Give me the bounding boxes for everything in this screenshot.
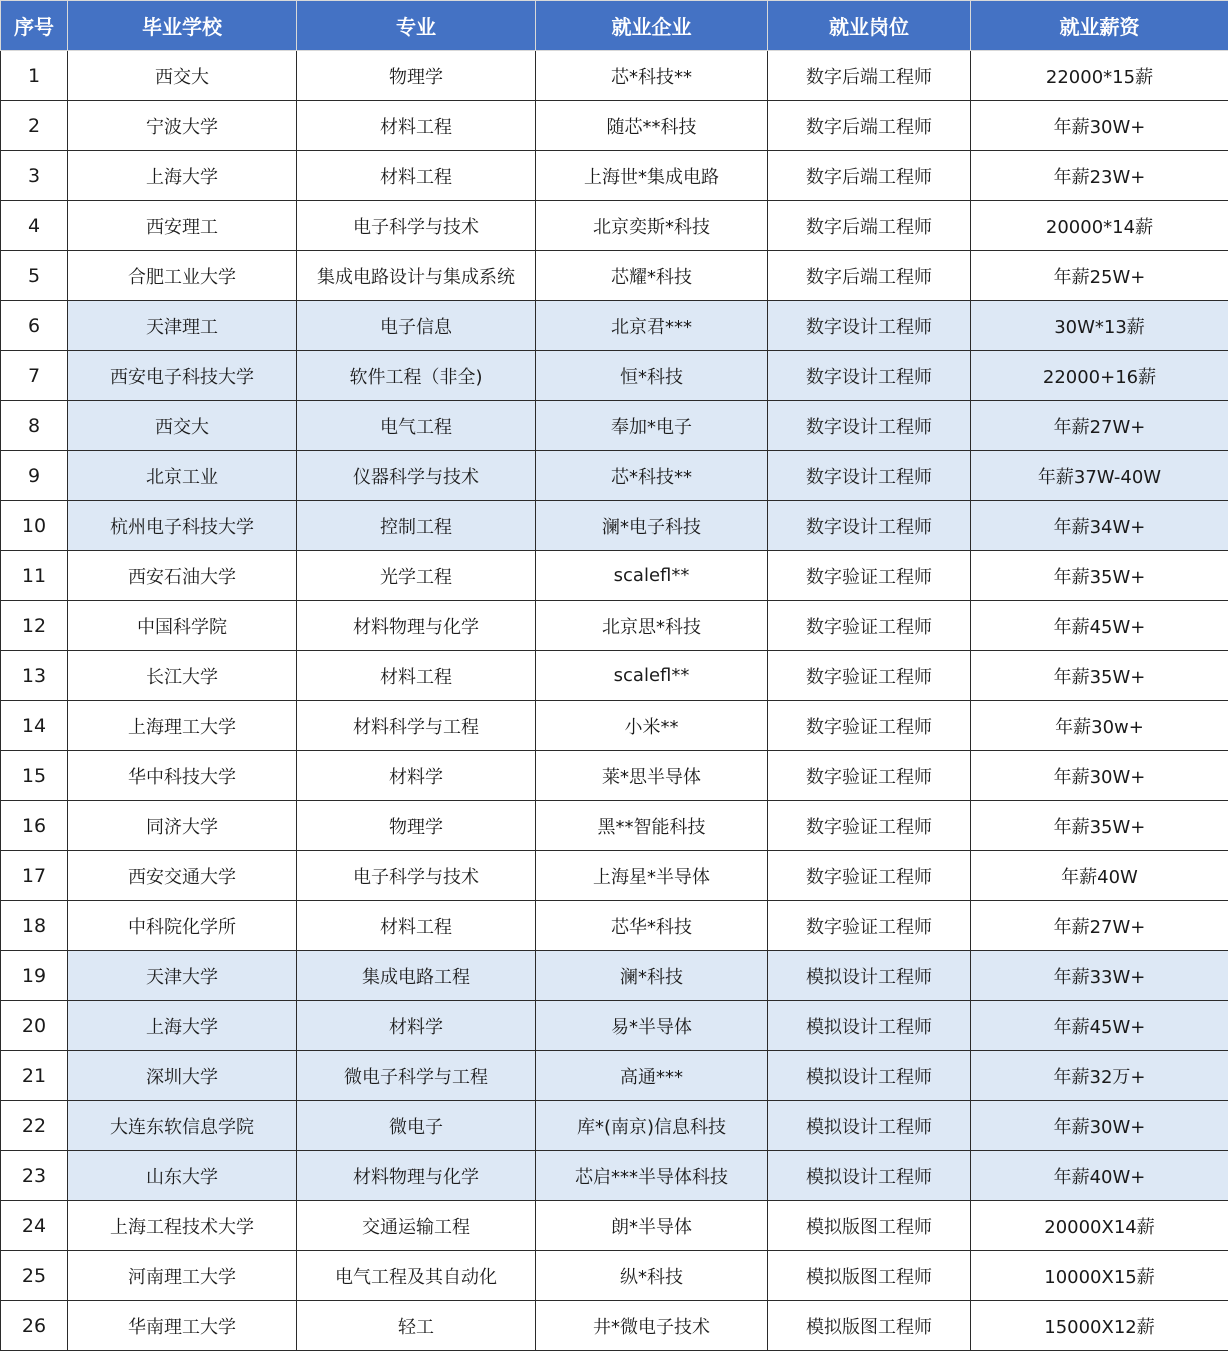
cell-position: 数字验证工程师 [768,851,971,901]
cell-major: 软件工程（非全) [297,351,536,401]
cell-position: 数字验证工程师 [768,601,971,651]
cell-major: 材料物理与化学 [297,1151,536,1201]
cell-position: 模拟设计工程师 [768,1051,971,1101]
cell-salary: 年薪30w+ [971,701,1228,751]
cell-position: 数字后端工程师 [768,251,971,301]
cell-school: 中科院化学所 [68,901,297,951]
cell-company: 上海星*半导体 [536,851,768,901]
cell-index: 24 [1,1201,68,1251]
cell-position: 模拟设计工程师 [768,951,971,1001]
cell-company: 井*微电子技术 [536,1301,768,1351]
cell-index: 14 [1,701,68,751]
cell-company: 黑**智能科技 [536,801,768,851]
cell-company: scalefl** [536,551,768,601]
header-major: 专业 [297,1,536,51]
table-row [1,601,1228,651]
cell-school: 北京工业 [68,451,297,501]
cell-position: 模拟版图工程师 [768,1301,971,1351]
table-row [1,401,1228,451]
cell-company: 恒*科技 [536,351,768,401]
cell-major: 物理学 [297,51,536,101]
cell-index: 15 [1,751,68,801]
cell-index: 22 [1,1101,68,1151]
cell-school: 上海工程技术大学 [68,1201,297,1251]
cell-major: 交通运输工程 [297,1201,536,1251]
cell-index: 8 [1,401,68,451]
header-school: 毕业学校 [68,1,297,51]
cell-salary: 年薪35W+ [971,801,1228,851]
table-row [1,351,1228,401]
header-position: 就业岗位 [768,1,971,51]
cell-index: 4 [1,201,68,251]
header-index: 序号 [1,1,68,51]
cell-company: 纵*科技 [536,1251,768,1301]
cell-position: 模拟设计工程师 [768,1151,971,1201]
cell-salary: 20000*14薪 [971,201,1228,251]
table-row [1,951,1228,1001]
cell-salary: 30W*13薪 [971,301,1228,351]
cell-major: 材料物理与化学 [297,601,536,651]
table-row [1,1301,1228,1351]
table-body [1,51,1228,1351]
cell-index: 17 [1,851,68,901]
cell-company: 芯*科技** [536,51,768,101]
table-row [1,1001,1228,1051]
cell-index: 12 [1,601,68,651]
table-row [1,551,1228,601]
cell-company: 随芯**科技 [536,101,768,151]
cell-school: 上海理工大学 [68,701,297,751]
cell-company: 上海世*集成电路 [536,151,768,201]
cell-school: 同济大学 [68,801,297,851]
cell-salary: 年薪45W+ [971,1001,1228,1051]
table-row [1,451,1228,501]
cell-school: 合肥工业大学 [68,251,297,301]
cell-major: 电子信息 [297,301,536,351]
cell-salary: 22000*15薪 [971,51,1228,101]
cell-company: 芯耀*科技 [536,251,768,301]
cell-major: 材料学 [297,751,536,801]
cell-company: 芯启***半导体科技 [536,1151,768,1201]
cell-salary: 年薪30W+ [971,1101,1228,1151]
cell-position: 数字验证工程师 [768,801,971,851]
cell-position: 数字验证工程师 [768,751,971,801]
cell-index: 9 [1,451,68,501]
cell-major: 光学工程 [297,551,536,601]
table-row [1,651,1228,701]
cell-school: 宁波大学 [68,101,297,151]
cell-salary: 年薪34W+ [971,501,1228,551]
cell-school: 大连东软信息学院 [68,1101,297,1151]
cell-company: 小米** [536,701,768,751]
cell-major: 材料工程 [297,101,536,151]
cell-school: 上海大学 [68,151,297,201]
cell-salary: 年薪35W+ [971,551,1228,601]
cell-major: 电气工程 [297,401,536,451]
cell-school: 华中科技大学 [68,751,297,801]
cell-school: 西安电子科技大学 [68,351,297,401]
table-row [1,501,1228,551]
table-row [1,301,1228,351]
cell-salary: 年薪23W+ [971,151,1228,201]
cell-major: 电子科学与技术 [297,201,536,251]
cell-school: 西交大 [68,51,297,101]
cell-salary: 15000X12薪 [971,1301,1228,1351]
cell-salary: 年薪25W+ [971,251,1228,301]
cell-major: 电气工程及其自动化 [297,1251,536,1301]
header-company: 就业企业 [536,1,768,51]
cell-index: 11 [1,551,68,601]
cell-major: 微电子科学与工程 [297,1051,536,1101]
cell-position: 数字后端工程师 [768,151,971,201]
header-row [1,1,1228,51]
cell-major: 轻工 [297,1301,536,1351]
cell-index: 13 [1,651,68,701]
table-row [1,51,1228,101]
cell-position: 数字后端工程师 [768,51,971,101]
cell-school: 长江大学 [68,651,297,701]
cell-school: 华南理工大学 [68,1301,297,1351]
cell-index: 7 [1,351,68,401]
cell-position: 模拟版图工程师 [768,1201,971,1251]
cell-company: 北京思*科技 [536,601,768,651]
table-row [1,751,1228,801]
cell-position: 数字验证工程师 [768,551,971,601]
cell-index: 26 [1,1301,68,1351]
cell-index: 16 [1,801,68,851]
cell-company: 北京奕斯*科技 [536,201,768,251]
cell-school: 深圳大学 [68,1051,297,1101]
cell-salary: 年薪40W [971,851,1228,901]
cell-index: 18 [1,901,68,951]
cell-salary: 年薪30W+ [971,751,1228,801]
cell-position: 模拟设计工程师 [768,1101,971,1151]
cell-major: 材料学 [297,1001,536,1051]
cell-position: 数字设计工程师 [768,501,971,551]
cell-company: 奉加*电子 [536,401,768,451]
table-row [1,701,1228,751]
cell-school: 杭州电子科技大学 [68,501,297,551]
cell-index: 6 [1,301,68,351]
table-row [1,1251,1228,1301]
cell-major: 控制工程 [297,501,536,551]
cell-index: 21 [1,1051,68,1101]
table-row [1,101,1228,151]
cell-position: 数字设计工程师 [768,451,971,501]
cell-school: 山东大学 [68,1151,297,1201]
cell-company: 芯*科技** [536,451,768,501]
cell-company: 芯华*科技 [536,901,768,951]
cell-company: 澜*电子科技 [536,501,768,551]
cell-major: 微电子 [297,1101,536,1151]
cell-position: 数字验证工程师 [768,701,971,751]
cell-index: 3 [1,151,68,201]
cell-company: 库*(南京)信息科技 [536,1101,768,1151]
table-row [1,151,1228,201]
cell-major: 材料工程 [297,151,536,201]
cell-company: 莱*思半导体 [536,751,768,801]
cell-major: 集成电路工程 [297,951,536,1001]
cell-salary: 年薪27W+ [971,901,1228,951]
cell-salary: 年薪40W+ [971,1151,1228,1201]
cell-position: 数字验证工程师 [768,651,971,701]
cell-major: 材料工程 [297,901,536,951]
cell-school: 天津大学 [68,951,297,1001]
cell-index: 10 [1,501,68,551]
cell-index: 2 [1,101,68,151]
cell-position: 数字设计工程师 [768,351,971,401]
cell-company: 澜*科技 [536,951,768,1001]
cell-company: 北京君*** [536,301,768,351]
cell-salary: 年薪45W+ [971,601,1228,651]
cell-salary: 年薪30W+ [971,101,1228,151]
header-salary: 就业薪资 [971,1,1228,51]
cell-salary: 20000X14薪 [971,1201,1228,1251]
cell-school: 上海大学 [68,1001,297,1051]
cell-company: scalefl** [536,651,768,701]
cell-position: 数字设计工程师 [768,401,971,451]
cell-salary: 年薪32万+ [971,1051,1228,1101]
cell-company: 易*半导体 [536,1001,768,1051]
cell-major: 电子科学与技术 [297,851,536,901]
cell-salary: 年薪27W+ [971,401,1228,451]
cell-major: 材料科学与工程 [297,701,536,751]
table-row [1,1201,1228,1251]
cell-position: 数字后端工程师 [768,201,971,251]
cell-position: 数字验证工程师 [768,901,971,951]
table-row [1,1101,1228,1151]
cell-school: 西安交通大学 [68,851,297,901]
cell-index: 1 [1,51,68,101]
cell-school: 天津理工 [68,301,297,351]
cell-company: 高通*** [536,1051,768,1101]
cell-index: 5 [1,251,68,301]
table-row [1,1151,1228,1201]
cell-school: 中国科学院 [68,601,297,651]
cell-major: 材料工程 [297,651,536,701]
cell-position: 数字后端工程师 [768,101,971,151]
table-row [1,851,1228,901]
cell-index: 19 [1,951,68,1001]
cell-salary: 年薪33W+ [971,951,1228,1001]
cell-school: 西安理工 [68,201,297,251]
cell-major: 集成电路设计与集成系统 [297,251,536,301]
cell-index: 25 [1,1251,68,1301]
cell-salary: 10000X15薪 [971,1251,1228,1301]
cell-salary: 22000+16薪 [971,351,1228,401]
cell-index: 23 [1,1151,68,1201]
table-row [1,251,1228,301]
cell-major: 仪器科学与技术 [297,451,536,501]
table-row [1,1051,1228,1101]
cell-position: 数字设计工程师 [768,301,971,351]
cell-position: 模拟版图工程师 [768,1251,971,1301]
table-row [1,201,1228,251]
cell-school: 西交大 [68,401,297,451]
cell-company: 朗*半导体 [536,1201,768,1251]
cell-salary: 年薪35W+ [971,651,1228,701]
cell-major: 物理学 [297,801,536,851]
table-row [1,901,1228,951]
table-row [1,801,1228,851]
cell-school: 西安石油大学 [68,551,297,601]
cell-school: 河南理工大学 [68,1251,297,1301]
cell-salary: 年薪37W-40W [971,451,1228,501]
cell-index: 20 [1,1001,68,1051]
cell-position: 模拟设计工程师 [768,1001,971,1051]
